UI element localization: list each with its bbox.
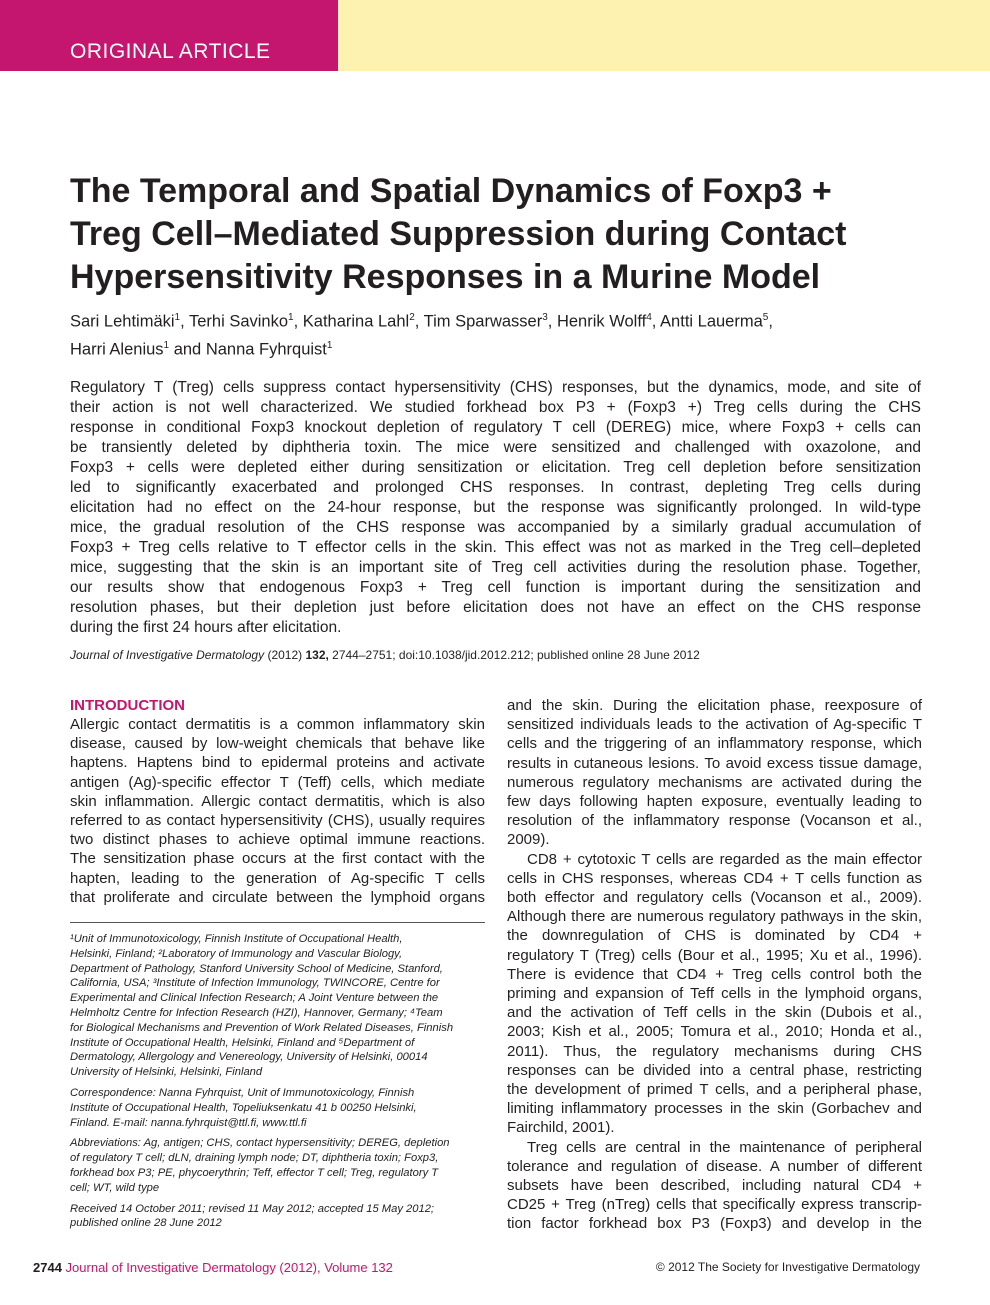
affiliation-mark: 1	[163, 339, 170, 351]
affiliation-mark: 2	[409, 312, 415, 323]
author-name[interactable]: Sari Lehtimäki	[70, 312, 175, 331]
affiliation-mark: 5	[762, 312, 769, 323]
body-line: numerous regulatory mechanisms are activated during the	[507, 773, 922, 791]
body-line: subsets have been described, including natural CD4 +	[507, 1177, 922, 1195]
footnote-line: for Biological Mechanisms and Prevention of Work Related Diseases, Finnish	[70, 1021, 454, 1034]
header-band-light	[338, 0, 990, 71]
body-line: limiting inflammatory processes in the skin (Gorbachev and	[507, 1100, 922, 1118]
author-name[interactable]: Terhi Savinko	[188, 312, 289, 331]
body-line: haptens. Haptens bind to epidermal proteins and activate	[70, 754, 485, 772]
author-line-2	[70, 334, 920, 362]
citation-year: (2012)	[264, 648, 306, 662]
page-footer-left	[33, 1260, 393, 1275]
affiliation-mark: 3	[542, 312, 548, 323]
citation-details: 2744–2751; doi:10.1038/jid.2012.212; published online 28 June 2012	[328, 648, 700, 662]
body-line: the development of primed T cells, and a peripheral phase,	[507, 1081, 922, 1099]
author-line-1: Sari Lehtimäki$^1$, Terhi Savinko$^1$, Katharina Lahl$^2$, Tim Sparwasser$^3$, Henrik Wolff$^4$, Antti Lauerma$^5$,	[70, 312, 773, 331]
footnote-line[interactable]: Finland. E-mail: nanna.fyhrquist@ttl.fi, www.ttl.fi	[70, 1116, 307, 1129]
title-line: Treg Cell–Mediated Suppression during Contact	[70, 215, 847, 253]
body-line: CD8 + cytotoxic T cells are regarded as the main effector	[527, 850, 922, 868]
body-line: disease, caused by low-weight chemicals that behave like	[70, 735, 485, 753]
footnote-line: University of Helsinki, Helsinki, Finland	[70, 1066, 263, 1079]
abstract-line: elicitation had no effect on the 24-hour response, but the response was significantly prolonged. In wild-type	[70, 499, 921, 516]
body-line: responses can be divided into a central phase, restricting	[507, 1061, 922, 1079]
body-line: Although there are numerous regulatory pathways in the skin,	[507, 908, 922, 926]
abstract-line: Regulatory T (Treg) cells suppress contact hypersensitivity (CHS) responses, but the dynamics, mode, and site of	[70, 379, 921, 396]
body-line: Treg cells are central in the maintenance of peripheral	[527, 1138, 922, 1156]
affiliation-mark: 4	[646, 312, 652, 323]
footnote-line: Correspondence: Nanna Fyhrquist, Unit of Immunotoxicology, Finnish	[70, 1086, 415, 1099]
author-conjunction: and	[169, 340, 206, 358]
section-heading-introduction: INTRODUCTION	[70, 697, 185, 714]
abstract	[70, 378, 921, 638]
footnote-line: Experimental and Clinical Infection Research; A Joint Venture between the	[70, 992, 439, 1005]
author-list	[70, 306, 920, 361]
body-line: sensitized individuals leads to the activation of Ag-specific T	[507, 716, 922, 734]
footnote-line: of regulatory T cell; dLN, draining lymph node; DT, diphtheria toxin; Foxp3,	[70, 1152, 439, 1165]
abstract-line: be transiently deleted by diphtheria toxin. The mice were sensitized and challenged with oxazolone, and	[70, 439, 921, 456]
body-line: 2009).	[507, 831, 550, 849]
body-line: regulatory T (Treg) cells (Bour et al., 1995; Xu et al., 1996).	[507, 946, 922, 964]
body-line: and the skin. During the elicitation phase, reexposure of	[507, 697, 922, 714]
body-line: referred to as contact hypersensitivity (CHS), usually requires	[70, 812, 485, 830]
author-name[interactable]: Nanna Fyhrquist	[205, 340, 327, 358]
abstract-line: Foxp3 + Treg cells relative to T effector cells in the skin. This effect was not as marked in the Treg cell–depleted	[70, 539, 921, 556]
correspondence	[70, 1086, 485, 1130]
body-line: Allergic contact dermatitis is a common inflammatory skin	[70, 716, 485, 733]
footnote-line: ¹Unit of Immunotoxicology, Finnish Institute of Occupational Health,	[70, 933, 403, 945]
body-line: the downregulation of CHS is dominated by CD4 +	[507, 927, 922, 945]
author-name[interactable]: Tim Sparwasser	[423, 312, 543, 331]
article-title	[70, 170, 890, 299]
footnote-line: Helmholtz Centre for Infection Research (HZI), Hannover, Germany; ⁴Team	[70, 1006, 443, 1019]
body-line: tolerance and regulation of disease. A number of different	[507, 1157, 922, 1175]
body-line: antigen (Ag)-specific effector T (Teff) cells, which mediate	[70, 773, 485, 791]
abstract-line: resolution phases, but their depletion just before elicitation does not have an effect on the CHS response	[70, 599, 921, 616]
footnote-line: Abbreviations: Ag, antigen; CHS, contact hypersensitivity; DEREG, depletion	[70, 1137, 450, 1150]
abbreviations	[70, 1136, 485, 1195]
footnote-line: Institute of Occupational Health, Topeliuksenkatu 41 b 00250 Helsinki,	[70, 1101, 417, 1114]
affiliation-mark: 1	[288, 312, 294, 323]
body-line: resolution of the inflammatory response (Vocanson et al.,	[507, 812, 922, 830]
footnote-line: California, USA; ³Institute of Infection Immunology, TWINCORE, Centre for	[70, 977, 440, 990]
body-line: that proliferate and circulate between the lymphoid organs	[70, 888, 485, 906]
footnote-line: Institute of Occupational Health, Helsinki, Finland and ⁵Department of	[70, 1036, 415, 1049]
article-type-label: ORIGINAL ARTICLE	[70, 40, 271, 63]
abstract-line: response in conditional Foxp3 knockout depletion of regulatory T cell (DEREG) mice, where Foxp3 + cells can	[70, 419, 921, 436]
body-line: CD25 + Treg (nTreg) cells that specifically express transcrip-	[507, 1196, 922, 1214]
footnote-line: forkhead box P3; PE, phycoerythrin; Teff, effector T cell; Treg, regulatory T	[70, 1166, 439, 1179]
copyright-notice: © 2012 The Society for Investigative Dermatology	[655, 1260, 920, 1274]
body-line: 2003; Kish et al., 2005; Tomura et al., 2010; Honda et al.,	[507, 1023, 922, 1041]
body-line: The sensitization phase occurs at the first contact with the	[70, 850, 485, 868]
page-number: 2744	[33, 1260, 62, 1275]
body-line: both effector and regulatory cells (Vocanson et al., 2009).	[507, 889, 922, 907]
body-line: cells and the triggering of an inflammatory response, which	[507, 735, 922, 753]
abstract-line: mice, the gradual resolution of the CHS response was accompanied by a similarly gradual accumulation of	[70, 519, 921, 536]
footnote-line: cell; WT, wild type	[70, 1181, 160, 1194]
author-name[interactable]: Henrik Wolff	[556, 312, 647, 331]
footer-journal: Journal of Investigative Dermatology (2012), Volume 132	[65, 1260, 393, 1275]
footnote-line: published online 28 June 2012	[70, 1217, 222, 1230]
right-column	[507, 696, 922, 1234]
body-line: hapten, leading to the generation of Ag-specific T cells	[70, 869, 485, 887]
body-line: tion factor forkhead box P3 (Foxp3) and develop in the	[507, 1215, 922, 1233]
footnote-line: Received 14 October 2011; revised 11 May 2012; accepted 15 May 2012;	[70, 1202, 435, 1215]
affiliation-mark: 1	[174, 312, 181, 323]
abstract-line: led to significantly exacerbated and prolonged CHS responses. In contrast, depleting Treg cells during	[70, 479, 921, 496]
footnote-line: Dermatology, Allergology and Venereology, University of Helsinki, 00014	[70, 1051, 428, 1064]
citation-line	[70, 648, 700, 662]
footnotes	[70, 932, 485, 1237]
abstract-line: their action is not well characterized. We studied forkhead box P3 + (Foxp3 +) Treg cells during the CHS	[70, 399, 921, 416]
body-line: priming and expansion of Teff cells in the lymphoid organs,	[507, 985, 922, 1003]
footnote-line: Department of Pathology, Stanford University School of Medicine, Stanford,	[70, 962, 443, 975]
body-line: and the activation of Teff cells in the skin (Dubois et al.,	[507, 1004, 922, 1022]
affiliations	[70, 932, 485, 1080]
body-line: skin inflammation. Allergic contact dermatitis, which is also	[70, 792, 485, 810]
affiliation-mark: 1	[326, 339, 333, 351]
abstract-line: mice, suggesting that the skin is an important site of Treg cell activities during the resolution phase. Together,	[70, 559, 921, 576]
body-line: results in cutaneous lesions. To avoid excess tissue damage,	[507, 754, 922, 772]
abstract-line: during the first 24 hours after elicitation.	[70, 619, 342, 636]
body-line: two distinct phases to achieve optimal immune reactions.	[70, 831, 485, 849]
author-name[interactable]: Harri Alenius	[70, 340, 164, 358]
body-line: cells in CHS responses, whereas CD4 + T cells function as	[507, 869, 922, 887]
left-column	[70, 696, 485, 907]
body-line: There is evidence that CD4 + Treg cells control both the	[507, 965, 922, 983]
footnote-line: Helsinki, Finland; ²Laboratory of Immunology and Vascular Biology,	[70, 947, 403, 960]
body-line: few days following hapten exposure, eventually leading to	[507, 793, 922, 811]
abstract-line: our results show that endogenous Foxp3 + Treg cell function is important during the sensitization and	[70, 579, 921, 596]
citation-volume: 132,	[305, 648, 329, 662]
abstract-line: Foxp3 + cells were depleted either during sensitization or elicitation. Treg cell depletion before sensitization	[70, 459, 921, 476]
footnote-divider	[70, 922, 485, 923]
author-name[interactable]: Katharina Lahl	[302, 312, 410, 331]
received-dates	[70, 1202, 485, 1232]
author-name[interactable]: Antti Lauerma	[660, 312, 763, 331]
body-line: Fairchild, 2001).	[507, 1119, 615, 1137]
title-line: The Temporal and Spatial Dynamics of Foxp3 +	[70, 172, 832, 210]
title-line: Hypersensitivity Responses in a Murine Model	[70, 258, 821, 296]
body-line: 2011). Thus, the regulatory mechanisms during CHS	[507, 1042, 922, 1060]
citation-journal: Journal of Investigative Dermatology	[70, 648, 265, 662]
